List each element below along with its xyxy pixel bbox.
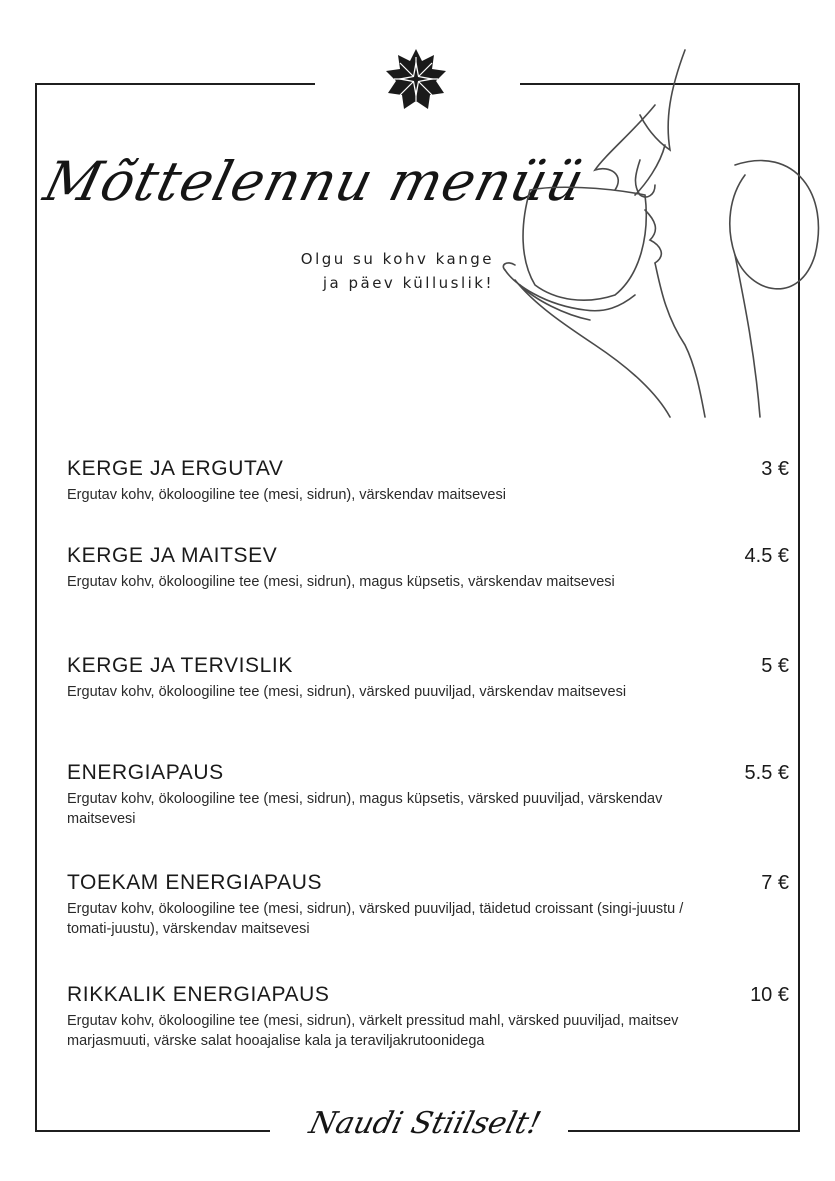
menu-item-name: ENERGIAPAUS — [67, 761, 224, 784]
menu-item-description: Ergutav kohv, ökoloogiline tee (mesi, sidrun), värsked puuviljad, täidetud croissant (singi-juustu / tomati-juustu), värskendav maitsevesi — [67, 901, 684, 937]
menu-item — [67, 455, 789, 505]
menu-item-name: KERGE JA MAITSEV — [67, 544, 278, 567]
tagline-line-1: Olgu su kohv kange — [300, 250, 494, 268]
menu-item-price: 5.5 € — [744, 762, 789, 784]
frame-left — [35, 83, 37, 1132]
menu-item — [67, 542, 789, 592]
compass-star-icon — [384, 47, 448, 111]
menu-item-price: 5 € — [761, 655, 789, 677]
menu-item-name: KERGE JA ERGUTAV — [67, 457, 284, 480]
menu-item — [67, 981, 789, 1051]
tagline — [301, 247, 494, 295]
footer-signature: Naudi Stiilselt! — [305, 1106, 545, 1141]
tagline-line-2: ja päev külluslik! — [322, 274, 494, 292]
menu-item-description: Ergutav kohv, ökoloogiline tee (mesi, sidrun), värkelt pressitud mahl, värsked puuviljad, maitsev marjasmuuti, värske salat hooajalise kala ja teraviljakrutoonidega — [67, 1013, 679, 1049]
menu-item-name: KERGE JA TERVISLIK — [67, 654, 293, 677]
frame-top-left — [35, 83, 315, 85]
frame-bottom-right — [568, 1130, 800, 1132]
menu-item-price: 10 € — [750, 984, 789, 1006]
menu-item — [67, 869, 789, 939]
menu-item-price: 4.5 € — [744, 545, 789, 567]
menu-item — [67, 759, 789, 829]
menu-item-description: Ergutav kohv, ökoloogiline tee (mesi, sidrun), värskendav maitsevesi — [67, 487, 506, 503]
page-title: Mõttelennu menüü — [38, 150, 592, 213]
frame-bottom-left — [35, 1130, 270, 1132]
menu-item-name: TOEKAM ENERGIAPAUS — [67, 871, 323, 894]
coffee-drinker-illustration — [495, 45, 835, 425]
menu-item-description: Ergutav kohv, ökoloogiline tee (mesi, sidrun), magus küpsetis, värskendav maitsevesi — [67, 574, 615, 590]
menu-item-description: Ergutav kohv, ökoloogiline tee (mesi, sidrun), magus küpsetis, värsked puuviljad, värskendav maitsevesi — [67, 791, 663, 827]
menu-item-price: 3 € — [761, 458, 789, 480]
menu-item-description: Ergutav kohv, ökoloogiline tee (mesi, sidrun), värsked puuviljad, värskendav maitsevesi — [67, 684, 627, 700]
menu-item-name: RIKKALIK ENERGIAPAUS — [67, 983, 330, 1006]
menu-item — [67, 652, 789, 702]
menu-item-price: 7 € — [761, 872, 789, 894]
